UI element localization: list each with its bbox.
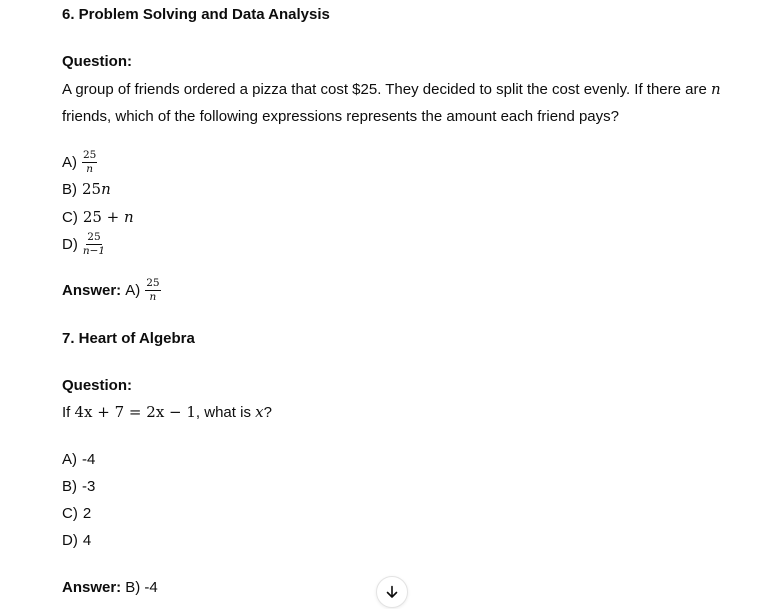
question-text: If 4x + 7 = 2x − 1, what is x? — [62, 403, 272, 421]
question-label: Question: — [62, 377, 132, 394]
section-heading: 7. Heart of Algebra — [62, 330, 195, 347]
option-b: B) -3 — [62, 478, 96, 495]
fraction: $\frac{25}{n}$ — [146, 277, 160, 303]
fraction: $\frac{25}{n-1}$ — [82, 231, 106, 257]
question-label: Question: — [62, 53, 132, 70]
option-c: C) 25 + n — [62, 208, 134, 226]
option-d: D) $\frac{25}{n-1}$ — [62, 231, 106, 257]
fraction: $\frac{25}{n}$ — [83, 149, 97, 175]
question-text-continued: friends, which of the following expressions represents the amount each friend pays? — [62, 108, 619, 125]
variable: n — [711, 80, 721, 98]
question-text: A group of friends ordered a pizza that cost $25. They decided to split the cost evenly. If there are n — [62, 80, 721, 98]
option-a: A) $\frac{25}{n}$ — [62, 149, 97, 175]
scroll-down-button[interactable] — [376, 576, 408, 608]
equation: 4x + 7 = 2x − 1 — [74, 403, 196, 421]
option-b: B) 25 n — [62, 180, 111, 198]
section-heading: 6. Problem Solving and Data Analysis — [62, 6, 330, 23]
option-d: D) 4 — [62, 532, 92, 549]
arrow-down-icon — [385, 585, 399, 599]
answer: Answer: A) $\frac{25}{n}$ — [62, 277, 160, 303]
variable: x — [255, 403, 264, 421]
option-a: A) -4 — [62, 451, 96, 468]
option-c: C) 2 — [62, 505, 92, 522]
answer: Answer: B) -4 — [62, 579, 158, 596]
